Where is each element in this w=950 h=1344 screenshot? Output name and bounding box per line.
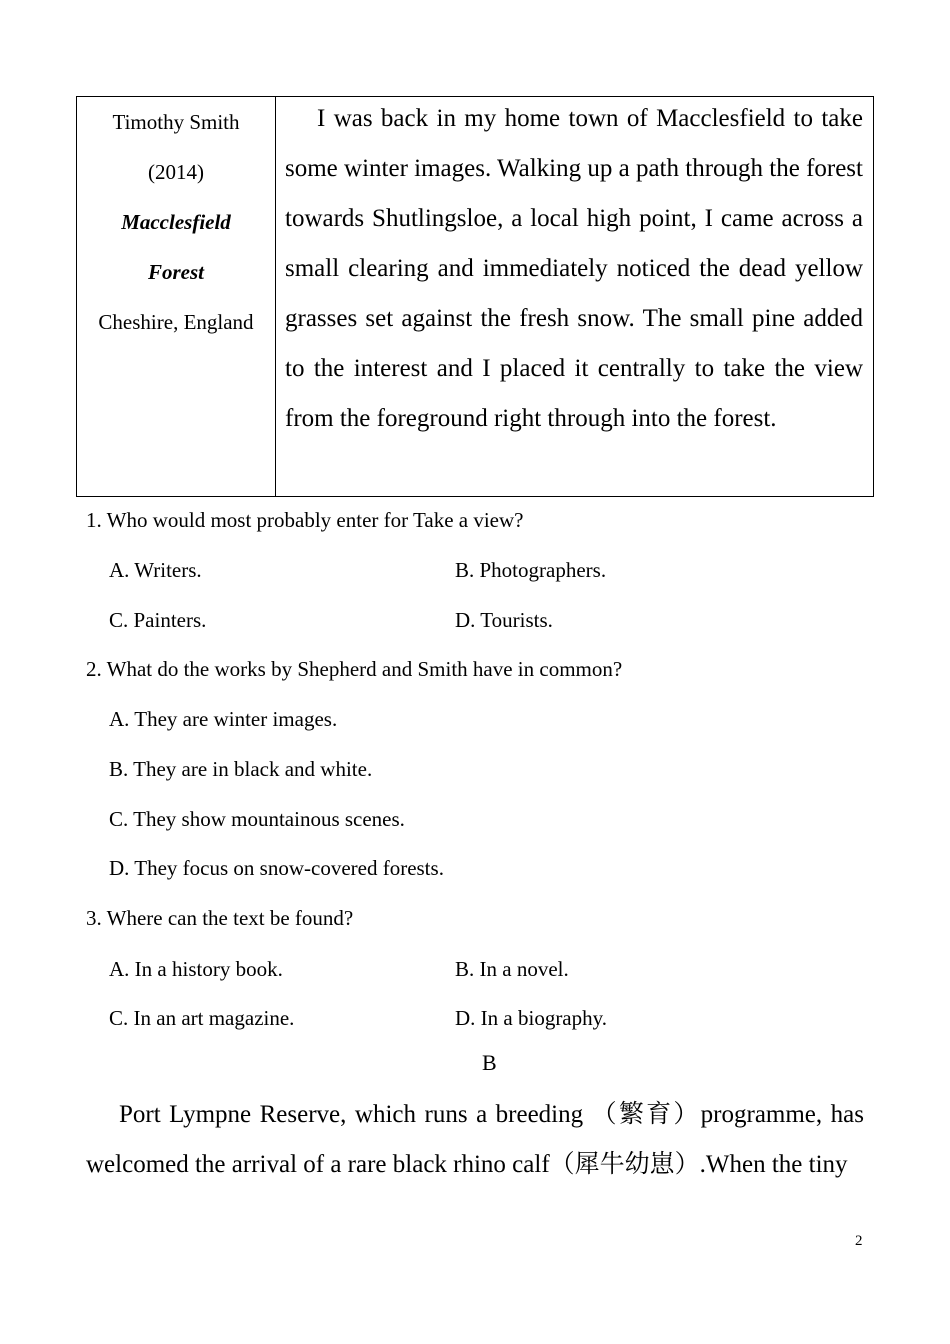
- question-3-stem: 3. Where can the text be found?: [86, 906, 354, 930]
- question-1-option-d: D. Tourists.: [455, 608, 553, 632]
- question-3-option-a: A. In a history book.: [109, 957, 283, 981]
- page-number: 2: [855, 1233, 863, 1249]
- question-1-option-c: C. Painters.: [109, 608, 207, 632]
- question-3-option-b: B. In a novel.: [455, 957, 569, 981]
- entry-year: (2014): [148, 160, 204, 184]
- entry-table: [76, 96, 874, 497]
- entry-description-cell: [276, 97, 873, 496]
- question-2-stem: 2. What do the works by Shepherd and Smith have in common?: [86, 657, 623, 681]
- entry-location: Cheshire, England: [98, 310, 254, 334]
- question-2-option-b: B. They are in black and white.: [109, 757, 373, 781]
- question-1-option-b: B. Photographers.: [455, 558, 607, 582]
- question-3-option-c: C. In an art magazine.: [109, 1006, 295, 1030]
- entry-author: Timothy Smith: [112, 110, 240, 134]
- question-2-option-d: D. They focus on snow-covered forests.: [109, 856, 444, 880]
- entry-info-cell: [77, 97, 276, 496]
- question-2-option-a: A. They are winter images.: [109, 707, 338, 731]
- section-b-passage: Port Lympne Reserve, which runs a breeding （繁育）programme, has welcomed the arrival of a rare black rhino calf（犀牛幼崽）.When the tiny: [86, 1101, 864, 1178]
- section-heading: B: [482, 1050, 497, 1075]
- question-1-stem: 1. Who would most probably enter for Take a view?: [86, 508, 524, 532]
- question-2-option-c: C. They show mountainous scenes.: [109, 807, 405, 831]
- question-3-option-d: D. In a biography.: [455, 1006, 608, 1030]
- question-1-option-a: A. Writers.: [109, 558, 202, 582]
- entry-description: I was back in my home town of Macclesfield to take some winter images. Walking up a path through the forest towards Shutlingsloe, a local high point, I came across a small clearing and immediately noticed the dead yellow grasses set against the fresh snow. The small pine added to the interest and I placed it centrally to take the view from the foreground right through into the forest.: [285, 105, 863, 432]
- entry-title-line2: Forest: [147, 260, 204, 284]
- entry-title-line1: Macclesfield: [121, 210, 231, 234]
